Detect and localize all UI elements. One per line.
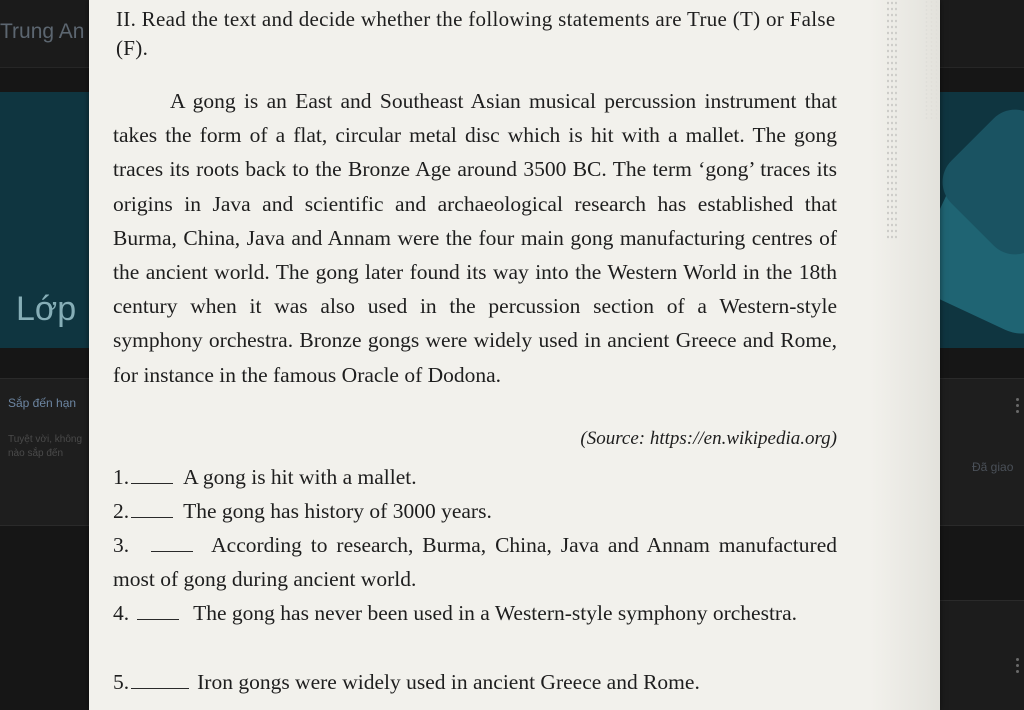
statement-item (113, 528, 837, 596)
scan-noise (886, 0, 898, 240)
background-class-name: Trung An (0, 20, 85, 43)
statement-text: The gong has history of 3000 years. (183, 499, 492, 523)
statement-number: 5. (113, 670, 130, 694)
statement-number: 2. (113, 499, 130, 523)
exercise-heading: II. Read the text and decide whether the following statements are True (T) or False (F). (116, 7, 836, 60)
statement-number: 4. (113, 601, 130, 625)
worksheet-image (89, 0, 940, 710)
statement-item (113, 494, 837, 528)
scan-noise (924, 0, 938, 120)
reading-passage-text: A gong is an East and Southeast Asian musical percussion instrument that takes the form of a flat, circular metal disc which is hit with a mallet. The gong traces its roots back to the Bronze Age around 3500 BC. The term ‘gong’ traces its origins in Java and scientific and archaeological research has established that Burma, China, Java and Annam were the four main gong manufacturing centres of the ancient world. The gong later found its way into the Western World in the 18th century when it was also used in the percussion section of a Western-style symphony orchestra. Bronze gongs were widely used in ancient Greece and Rome, for instance in the famous Oracle of Dodona. (113, 89, 837, 387)
statement-text: A gong is hit with a mallet. (183, 465, 417, 489)
statement-text: The gong has never been used in a Western-style symphony orchestra. (193, 601, 798, 625)
more-options-icon[interactable] (1014, 398, 1020, 420)
background-upcoming-title: Sắp đến hạn (8, 396, 77, 410)
background-banner-title: Lớp (16, 290, 77, 328)
background-post-card (940, 600, 1024, 710)
answer-blank (137, 602, 179, 620)
statement-item (113, 460, 837, 494)
source-citation: (Source: https://en.wikipedia.org) (580, 428, 837, 449)
statement-number: 1. (113, 465, 130, 489)
background-assigned-label: Đã giao (972, 460, 1014, 474)
statement-text: According to research, Burma, China, Java and Annam manufactured most of gong during ancient world. (113, 533, 837, 592)
background-upcoming-text: Tuyệt vời, không (8, 434, 82, 445)
statement-item (113, 665, 837, 699)
answer-blank (131, 466, 173, 484)
statement-text: Iron gongs were widely used in ancient Greece and Rome. (197, 670, 700, 694)
statement-item (113, 596, 837, 630)
more-options-icon[interactable] (1014, 658, 1020, 680)
statement-number: 3. (113, 533, 130, 557)
answer-blank (131, 671, 189, 689)
reading-passage (113, 84, 837, 392)
background-upcoming-text: nào sắp đến (8, 448, 64, 459)
answer-blank (151, 534, 193, 552)
answer-blank (131, 500, 173, 518)
